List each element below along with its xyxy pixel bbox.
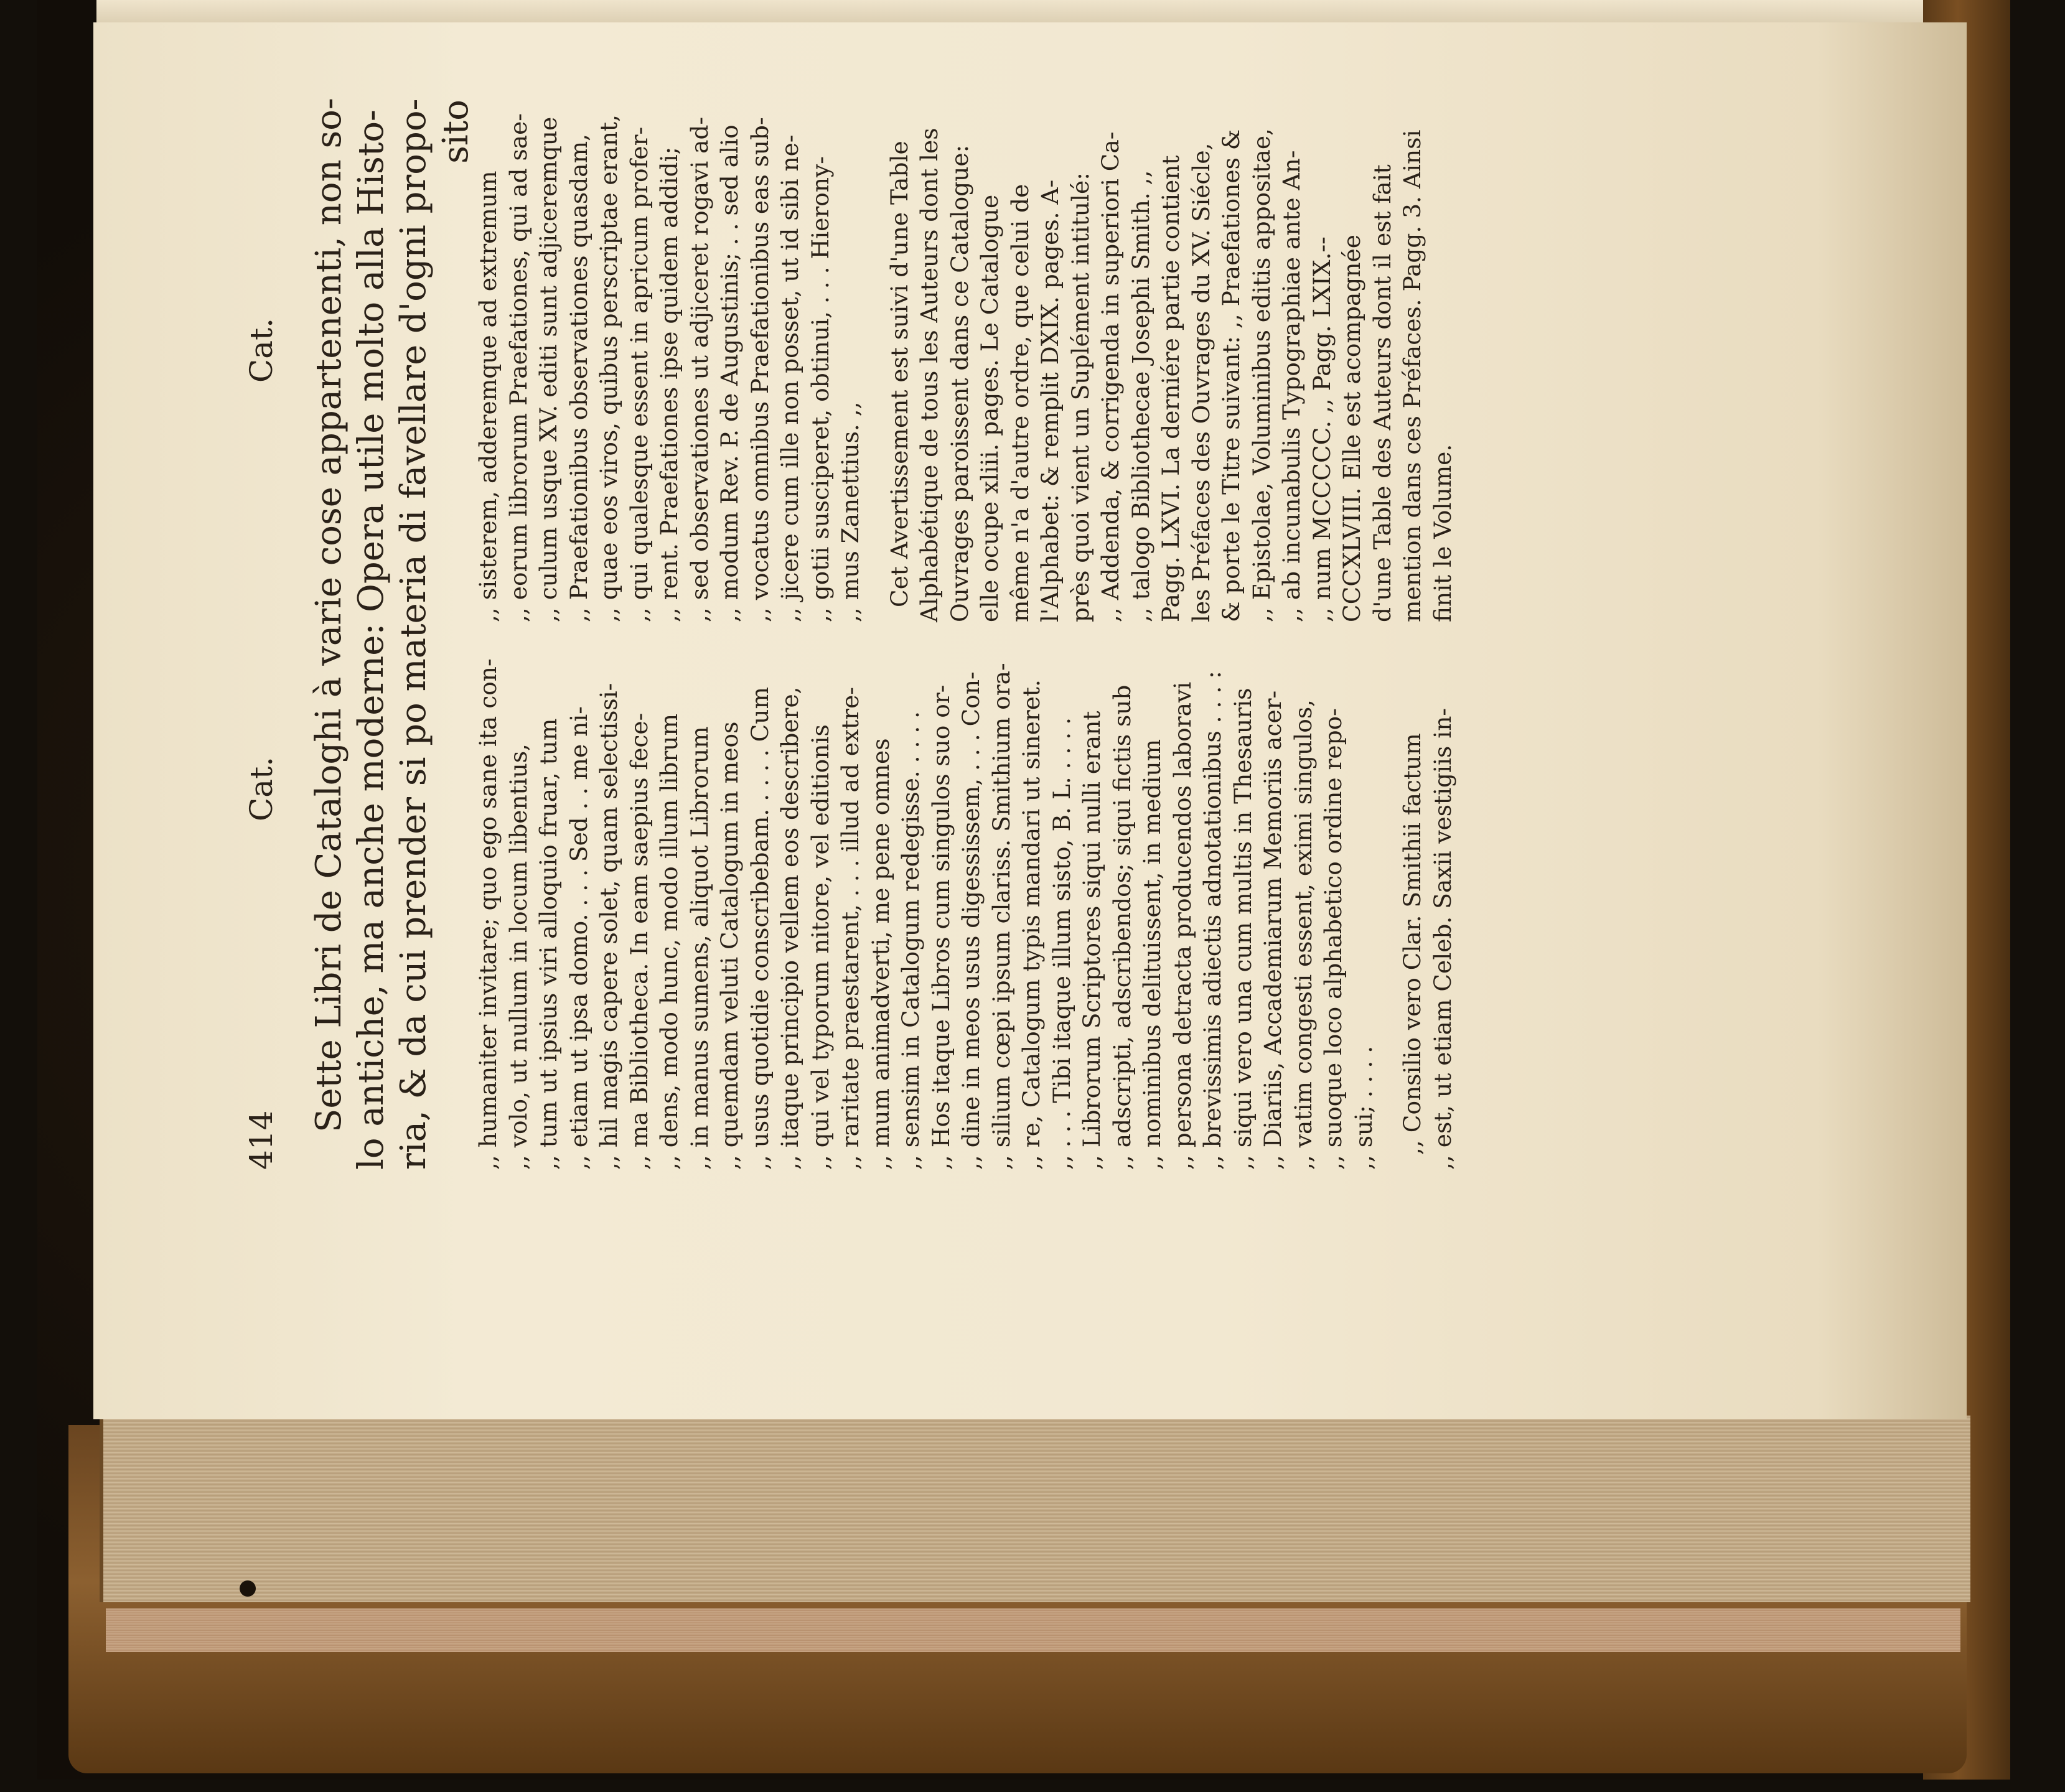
text-line: ,, hil magis capere solet, quam selectissi- [595, 683, 622, 1170]
text-line: ,, talogo Bibliothecae Josephi Smith. ,, [1126, 170, 1154, 622]
text-line: ,, dine in meos usus digessissem, . . . Con- [957, 671, 985, 1170]
text-line: ,, adscripti, adscribendos; siqui fictis sub [1108, 684, 1136, 1170]
intro-line: sito [436, 100, 476, 164]
intro-line: ria, & da cui prender si po materia di favellare d'ogni propo- [393, 98, 434, 1170]
text-line: ,, quae eos viros, quibus perscriptae erant, [595, 114, 622, 622]
text-line: ,, mum animadverti, me pene omnes [866, 738, 894, 1170]
right-column [473, 100, 1458, 622]
text-line: ,, gotii susciperet, obtinui, . . . Hierony- [806, 156, 834, 622]
left-column [473, 647, 1458, 1170]
text-line: ,, etiam ut ipsa domo. . . . Sed . . me ni- [564, 706, 592, 1170]
text-line: ,, Hos itaque Libros cum singulos suo or- [927, 684, 955, 1170]
text-line: ,, sensim in Catalogum redegisse. . . . . [897, 711, 924, 1170]
text-line: ,, rent. Praefationes ipse quidem addidi; [655, 146, 683, 622]
text-line: ,, mus Zanettius. ,, [836, 401, 864, 622]
text-line: ,, Epistolae, Voluminibus editis appositae, [1247, 128, 1275, 622]
text-line: ,, vatim congesti essent, eximi singulos, [1289, 699, 1317, 1170]
page-number: 414 [243, 1110, 279, 1170]
text-line: ,, vocatus omnibus Praefationibus eas sub- [746, 117, 774, 622]
page-block-lower-edges [106, 1608, 1960, 1652]
text-line: ,, dens, modo hunc, modo illum librum [655, 713, 683, 1170]
text-line: ,, brevissimis adiectis adnotationibus . . . : [1199, 671, 1226, 1170]
running-head-right: Cat. [243, 317, 279, 383]
running-head-left: Cat. [243, 756, 279, 821]
text-line: ,, . . . Tibi itaque illum sisto, B. L. . . . . [1047, 717, 1075, 1170]
rotated-text-block [236, 100, 1481, 1170]
text-line: ,, modum Rev. P. de Augustinis; . . sed alio [716, 124, 743, 622]
text-line: ,, re, Catalogum typis mandari ut sineret. [1018, 679, 1045, 1170]
text-line: l'Alphabet: & remplit DXIX. pages. A- [1036, 179, 1064, 622]
text-line: ,, eorum librorum Praefationes, qui ad sae- [504, 113, 532, 622]
text-line: Ouvrages paroissent dans ce Catalogue: [945, 144, 973, 622]
text-line: elle ocupe xliii. pages. Le Catalogue [976, 194, 1003, 622]
text-line: ,, qui vel typorum nitore, vel editionis [806, 724, 834, 1170]
text-line: ,, Praefationibus observationes quasdam, [564, 133, 592, 622]
text-line: ,, persona detracta producendos laboravi [1168, 681, 1196, 1170]
text-line: ,, in manus sumens, aliquot Librorum [685, 726, 713, 1170]
text-line: mention dans ces Préfaces. Pagg. 3. Ainsi [1398, 129, 1426, 622]
text-line: ,, quemdam veluti Catalogum in meos [716, 721, 743, 1170]
text-line: ,, nominibus delituissent, in medium [1138, 739, 1166, 1170]
text-line: Alphabétique de tous les Auteurs dont les [915, 128, 943, 622]
text-line: les Préfaces des Ouvrages du XV. Siécle, [1187, 142, 1215, 622]
text-line: ,, culum usque XV. editi sunt adjiceremque [535, 116, 562, 622]
text-line: ,, qui qualesque essent in apricum profer- [625, 126, 653, 622]
text-line: ,, Addenda, & corrigenda in superiori Ca- [1097, 131, 1124, 622]
text-line: CCCXLVIII. Elle est acompagnée [1338, 235, 1365, 622]
text-line: ,, sisterem, adderemque ad extremum [474, 170, 502, 622]
text-line: ,, Consilio vero Clar. Smithii factum [1398, 733, 1426, 1155]
text-line: ,, sed observationes ut adjiceret rogavi ad- [685, 116, 713, 622]
text-line: même n'a d'autre ordre, que celui de [1006, 184, 1034, 622]
text-line: ,, sui; . . . . [1349, 1045, 1377, 1170]
binding-hole [240, 1580, 256, 1597]
text-line: ,, silium cœpi ipsum clariss. Smithium ora- [987, 663, 1015, 1170]
text-line: ,, suoque loco alphabetico ordine repo- [1319, 708, 1347, 1170]
text-line: ,, Diariis, Accademiarum Memoriis acer- [1259, 690, 1286, 1170]
text-line: ,, humaniter invitare; quo ego sane ita con- [474, 658, 502, 1170]
text-line: ,, ab incunabulis Typographiae ante An- [1278, 150, 1305, 622]
page-block-edges [100, 1416, 1970, 1602]
text-line: ,, tum ut ipsius viri alloquio fruar, tum [535, 718, 562, 1170]
text-line: ,, Librorum Scriptores siqui nulli erant [1078, 711, 1105, 1170]
text-line: ,, num MCCCCC. ,, Pagg. LXIX.-- [1308, 236, 1336, 622]
text-line: Cet Avertissement est suivi d'une Table [885, 141, 913, 607]
text-line: ,, siqui vero una cum multis in Thesauris [1229, 688, 1257, 1170]
text-line: finit le Volume. [1428, 444, 1456, 622]
text-line: Pagg. LXVI. La derniére partie contient [1157, 155, 1184, 622]
text-line: ,, raritate praestarent, . . . illud ad extre- [836, 687, 864, 1170]
text-line: ,, itaque principio vellem eos describere, [776, 686, 803, 1170]
text-line: ,, usus quotidie conscribebam. . . . . Cum [746, 686, 774, 1170]
text-line: ,, jicere cum ille non posset, ut id sibi ne- [776, 134, 803, 622]
text-line: ,, ma Bibliotheca. In eam saepius fece- [625, 712, 653, 1170]
previous-page-edge [96, 0, 1957, 24]
intro-line: lo antiche, ma anche moderne: Opera utile molto alla Histo- [351, 110, 391, 1170]
text-line: & porte le Titre suivant: ,, Praefationes & [1217, 129, 1245, 622]
text-line: ,, volo, ut nullum in locum libentius, [504, 744, 532, 1170]
text-line: près quoi vient un Suplément intitulé: [1066, 172, 1094, 622]
intro-paragraph [308, 100, 477, 1170]
text-line: ,, est, ut etiam Celeb. Saxii vestigiis in- [1428, 707, 1456, 1170]
text-line: d'une Table des Auteurs dont il est fait [1368, 164, 1396, 622]
running-header [236, 100, 286, 1170]
intro-line: Sette Libri de Cataloghi à varie cose appartenenti, non so- [309, 98, 349, 1132]
